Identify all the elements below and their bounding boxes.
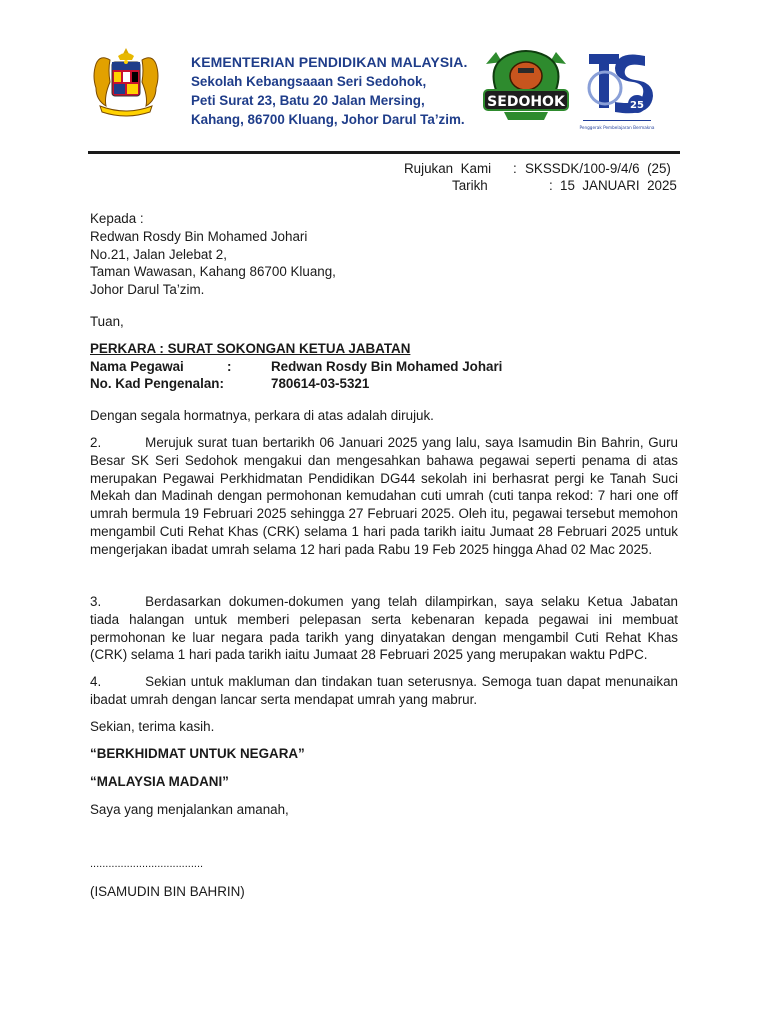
paragraph-4 [90,673,678,709]
school-address-2: Kahang, 86700 Kluang, Johor Darul Ta’zim. [191,112,465,127]
sedohok-mascot-logo [478,46,574,130]
salutation: Tuan, [90,314,124,329]
tarikh-separator: : [549,178,553,193]
school-address-1: Peti Surat 23, Batu 20 Jalan Mersing, [191,93,425,108]
nama-pegawai-label: Nama Pegawai [90,359,184,374]
sedohok-logo-text: SEDOHOK [487,94,565,110]
ts25-logo-number: 25 [630,100,644,111]
school-name: Sekolah Kebangsaaan Seri Sedohok, [191,74,427,89]
coat-of-arms-logo [90,44,162,122]
paragraph-text: Berdasarkan dokumen-dokumen yang telah dilampirkan, saya selaku Ketua Jabatan tiada halangan untuk memberi pelepasan serta kebenaran kepada pegawai ini membuat permohonan ke luar negara pada tarikh yang dinyatakan dengan mengambil Cuti Rehat Khas (CRK) selama 1 hari pada tarikh iaitu Jumaat 28 Februari 2025 yang merupakan waktu PdPC. [90,594,678,663]
school-header [191,53,467,129]
closing-trust: Saya yang menjalankan amanah, [90,802,289,817]
recipient-name: Redwan Rosdy Bin Mohamed Johari [90,228,308,244]
subject-title: PERKARA : SURAT SOKONGAN KETUA JABATAN [90,341,411,356]
signature-line: ..................................... [90,858,204,870]
recipient-address-3: Johor Darul Ta’zim. [90,282,205,298]
signatory-name: (ISAMUDIN BIN BAHRIN) [90,884,245,899]
paragraph-number: 4. [90,674,102,689]
header-divider [88,151,680,154]
paragraph-number: 2. [90,435,102,450]
paragraph-text: Merujuk surat tuan bertarikh 06 Januari 2025 yang lalu, saya Isamudin Bin Bahrin, Guru Besar SK Seri Sedohok mengakui dan mengesahkan bahawa pegawai seperti penama di atas merupakan Pegawai Perkhidmatan Pendidikan DG44 sekolah ini berhasrat pergi ke Tanah Suci Mekah dan Madinah dengan permohonan kemudahan cuti umrah (cuti tanpa rekod: 7 hari one off umrah bermula 19 Februari 2025 sehingga 27 Februari 2025. Oleh itu, pegawai tersebut memohon mengambil Cuti Rehat Khas (CRK) selama 1 hari pada tarikh iaitu Jumaat 28 Februari 2025 untuk mengerjakan ibadat umrah selama 12 hari pada Rabu 19 Feb 2025 hingga Ahad 02 Mac 2025. [90,435,678,557]
ic-value: 780614-03-5321 [271,376,370,391]
nama-pegawai-separator: : [227,359,232,374]
recipient-block [90,210,678,299]
motto-madani: “MALAYSIA MADANI” [90,774,229,789]
recipient-address-2: Taman Wawasan, Kahang 86700 Kluang, [90,264,336,280]
rujukan-label: Rujukan Kami [404,161,492,176]
tarikh-label: Tarikh [452,178,488,193]
nama-pegawai-value: Redwan Rosdy Bin Mohamed Johari [271,359,503,374]
paragraph-3 [90,593,678,664]
tarikh-value: 15 JANUARI 2025 [560,178,677,193]
ts25-logo [579,44,655,134]
motto-berkhidmat: “BERKHIDMAT UNTUK NEGARA” [90,746,305,761]
paragraph-text: Sekian untuk makluman dan tindakan tuan seterusnya. Semoga tuan dapat menunaikan ibadat umrah dengan lancar serta mendapat umrah yang mabrur. [90,674,678,707]
rujukan-value: SKSSDK/100-9/4/6 (25) [525,161,671,176]
kepada-label: Kepada : [90,211,144,226]
paragraph-2 [90,434,678,559]
closing-thanks: Sekian, terima kasih. [90,719,215,734]
intro-paragraph: Dengan segala hormatnya, perkara di atas adalah dirujuk. [90,408,434,423]
ic-label: No. Kad Pengenalan: [90,376,224,391]
paragraph-number: 3. [90,594,102,609]
ministry-name: KEMENTERIAN PENDIDIKAN MALAYSIA. [191,54,468,70]
recipient-address-1: No.21, Jalan Jelebat 2, [90,246,227,262]
rujukan-separator: : [513,161,517,176]
ts25-logo-caption: Penggerak Pembelajaran Bermakna [579,125,655,130]
